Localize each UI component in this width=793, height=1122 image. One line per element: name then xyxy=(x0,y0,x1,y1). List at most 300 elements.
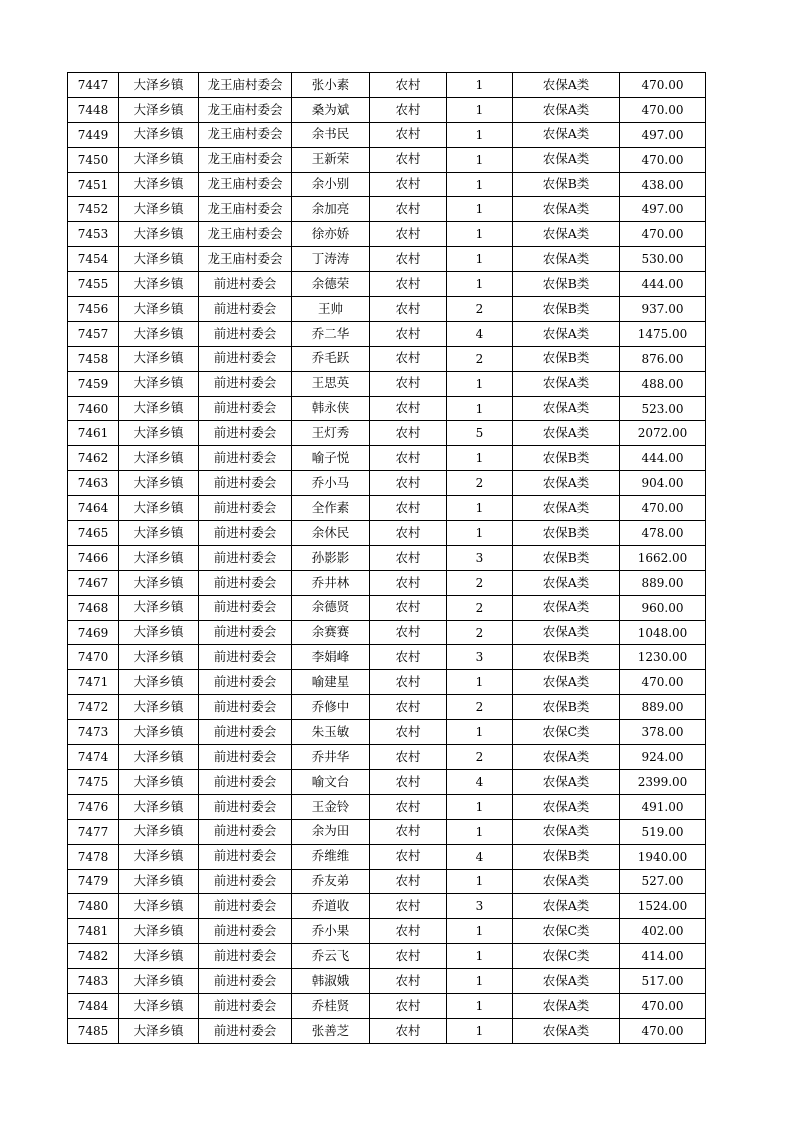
record-number-cell: 7477 xyxy=(68,819,119,844)
household-type-cell: 农村 xyxy=(370,944,447,969)
amount-cell: 1524.00 xyxy=(620,894,706,919)
household-type-cell: 农村 xyxy=(370,222,447,247)
village-committee-cell: 龙王庙村委会 xyxy=(199,97,292,122)
household-type-cell: 农村 xyxy=(370,894,447,919)
household-size-cell: 2 xyxy=(447,570,513,595)
allowance-table xyxy=(67,72,706,1044)
insurance-category-cell: 农保A类 xyxy=(513,993,620,1018)
village-committee-cell: 前进村委会 xyxy=(199,346,292,371)
township-cell: 大泽乡镇 xyxy=(119,197,199,222)
household-size-cell: 2 xyxy=(447,695,513,720)
village-committee-cell: 前进村委会 xyxy=(199,595,292,620)
household-size-cell: 1 xyxy=(447,272,513,297)
amount-cell: 1940.00 xyxy=(620,844,706,869)
township-cell: 大泽乡镇 xyxy=(119,297,199,322)
amount-cell: 497.00 xyxy=(620,197,706,222)
insurance-category-cell: 农保B类 xyxy=(513,446,620,471)
household-type-cell: 农村 xyxy=(370,471,447,496)
household-size-cell: 1 xyxy=(447,446,513,471)
insurance-category-cell: 农保B类 xyxy=(513,172,620,197)
household-type-cell: 农村 xyxy=(370,769,447,794)
person-name-cell: 孙影影 xyxy=(292,545,370,570)
table-row xyxy=(68,471,706,496)
record-number-cell: 7473 xyxy=(68,720,119,745)
township-cell: 大泽乡镇 xyxy=(119,869,199,894)
amount-cell: 378.00 xyxy=(620,720,706,745)
amount-cell: 1662.00 xyxy=(620,545,706,570)
person-name-cell: 桑为斌 xyxy=(292,97,370,122)
insurance-category-cell: 农保A类 xyxy=(513,1018,620,1043)
village-committee-cell: 龙王庙村委会 xyxy=(199,197,292,222)
township-cell: 大泽乡镇 xyxy=(119,794,199,819)
township-cell: 大泽乡镇 xyxy=(119,321,199,346)
table-row xyxy=(68,197,706,222)
insurance-category-cell: 农保A类 xyxy=(513,969,620,994)
household-size-cell: 1 xyxy=(447,222,513,247)
village-committee-cell: 前进村委会 xyxy=(199,645,292,670)
township-cell: 大泽乡镇 xyxy=(119,819,199,844)
household-type-cell: 农村 xyxy=(370,844,447,869)
village-committee-cell: 前进村委会 xyxy=(199,670,292,695)
household-type-cell: 农村 xyxy=(370,695,447,720)
village-committee-cell: 前进村委会 xyxy=(199,993,292,1018)
township-cell: 大泽乡镇 xyxy=(119,247,199,272)
amount-cell: 402.00 xyxy=(620,919,706,944)
household-type-cell: 农村 xyxy=(370,969,447,994)
household-type-cell: 农村 xyxy=(370,595,447,620)
table-row xyxy=(68,147,706,172)
household-type-cell: 农村 xyxy=(370,172,447,197)
person-name-cell: 乔友弟 xyxy=(292,869,370,894)
amount-cell: 470.00 xyxy=(620,1018,706,1043)
village-committee-cell: 龙王庙村委会 xyxy=(199,222,292,247)
village-committee-cell: 前进村委会 xyxy=(199,471,292,496)
village-committee-cell: 前进村委会 xyxy=(199,894,292,919)
insurance-category-cell: 农保A类 xyxy=(513,247,620,272)
household-size-cell: 1 xyxy=(447,919,513,944)
township-cell: 大泽乡镇 xyxy=(119,147,199,172)
table-row xyxy=(68,919,706,944)
table-row xyxy=(68,97,706,122)
person-name-cell: 王思英 xyxy=(292,371,370,396)
insurance-category-cell: 农保A类 xyxy=(513,421,620,446)
table-row xyxy=(68,670,706,695)
household-size-cell: 1 xyxy=(447,819,513,844)
village-committee-cell: 前进村委会 xyxy=(199,720,292,745)
household-size-cell: 1 xyxy=(447,496,513,521)
insurance-category-cell: 农保A类 xyxy=(513,122,620,147)
village-committee-cell: 前进村委会 xyxy=(199,819,292,844)
insurance-category-cell: 农保B类 xyxy=(513,545,620,570)
insurance-category-cell: 农保A类 xyxy=(513,197,620,222)
insurance-category-cell: 农保A类 xyxy=(513,595,620,620)
insurance-category-cell: 农保A类 xyxy=(513,97,620,122)
household-size-cell: 4 xyxy=(447,321,513,346)
person-name-cell: 乔井华 xyxy=(292,745,370,770)
household-size-cell: 1 xyxy=(447,97,513,122)
amount-cell: 470.00 xyxy=(620,147,706,172)
insurance-category-cell: 农保C类 xyxy=(513,944,620,969)
person-name-cell: 丁涛涛 xyxy=(292,247,370,272)
person-name-cell: 余为田 xyxy=(292,819,370,844)
household-size-cell: 1 xyxy=(447,521,513,546)
household-type-cell: 农村 xyxy=(370,321,447,346)
person-name-cell: 余德贤 xyxy=(292,595,370,620)
insurance-category-cell: 农保B类 xyxy=(513,844,620,869)
township-cell: 大泽乡镇 xyxy=(119,844,199,869)
person-name-cell: 王灯秀 xyxy=(292,421,370,446)
household-type-cell: 农村 xyxy=(370,794,447,819)
table-row xyxy=(68,993,706,1018)
amount-cell: 488.00 xyxy=(620,371,706,396)
village-committee-cell: 龙王庙村委会 xyxy=(199,247,292,272)
insurance-category-cell: 农保A类 xyxy=(513,620,620,645)
amount-cell: 1230.00 xyxy=(620,645,706,670)
township-cell: 大泽乡镇 xyxy=(119,371,199,396)
household-type-cell: 农村 xyxy=(370,545,447,570)
insurance-category-cell: 农保A类 xyxy=(513,794,620,819)
insurance-category-cell: 农保A类 xyxy=(513,222,620,247)
person-name-cell: 韩永侠 xyxy=(292,396,370,421)
record-number-cell: 7478 xyxy=(68,844,119,869)
record-number-cell: 7469 xyxy=(68,620,119,645)
record-number-cell: 7482 xyxy=(68,944,119,969)
amount-cell: 444.00 xyxy=(620,272,706,297)
person-name-cell: 李娟峰 xyxy=(292,645,370,670)
household-size-cell: 2 xyxy=(447,471,513,496)
record-number-cell: 7470 xyxy=(68,645,119,670)
village-committee-cell: 前进村委会 xyxy=(199,297,292,322)
record-number-cell: 7464 xyxy=(68,496,119,521)
insurance-category-cell: 农保A类 xyxy=(513,819,620,844)
township-cell: 大泽乡镇 xyxy=(119,695,199,720)
township-cell: 大泽乡镇 xyxy=(119,745,199,770)
amount-cell: 478.00 xyxy=(620,521,706,546)
table-row xyxy=(68,421,706,446)
table-row xyxy=(68,595,706,620)
township-cell: 大泽乡镇 xyxy=(119,969,199,994)
household-type-cell: 农村 xyxy=(370,346,447,371)
table-row xyxy=(68,545,706,570)
person-name-cell: 徐亦娇 xyxy=(292,222,370,247)
household-type-cell: 农村 xyxy=(370,993,447,1018)
amount-cell: 876.00 xyxy=(620,346,706,371)
household-type-cell: 农村 xyxy=(370,73,447,98)
record-number-cell: 7467 xyxy=(68,570,119,595)
township-cell: 大泽乡镇 xyxy=(119,172,199,197)
person-name-cell: 王金铃 xyxy=(292,794,370,819)
person-name-cell: 乔桂贤 xyxy=(292,993,370,1018)
household-type-cell: 农村 xyxy=(370,645,447,670)
household-size-cell: 2 xyxy=(447,745,513,770)
table-row xyxy=(68,844,706,869)
record-number-cell: 7465 xyxy=(68,521,119,546)
table-row xyxy=(68,321,706,346)
village-committee-cell: 前进村委会 xyxy=(199,944,292,969)
village-committee-cell: 前进村委会 xyxy=(199,869,292,894)
household-size-cell: 1 xyxy=(447,247,513,272)
person-name-cell: 乔毛跃 xyxy=(292,346,370,371)
township-cell: 大泽乡镇 xyxy=(119,720,199,745)
amount-cell: 519.00 xyxy=(620,819,706,844)
insurance-category-cell: 农保B类 xyxy=(513,346,620,371)
record-number-cell: 7452 xyxy=(68,197,119,222)
insurance-category-cell: 农保A类 xyxy=(513,745,620,770)
table-row xyxy=(68,122,706,147)
village-committee-cell: 前进村委会 xyxy=(199,695,292,720)
village-committee-cell: 前进村委会 xyxy=(199,745,292,770)
amount-cell: 444.00 xyxy=(620,446,706,471)
village-committee-cell: 龙王庙村委会 xyxy=(199,172,292,197)
person-name-cell: 余书民 xyxy=(292,122,370,147)
amount-cell: 497.00 xyxy=(620,122,706,147)
person-name-cell: 喻子悦 xyxy=(292,446,370,471)
amount-cell: 470.00 xyxy=(620,97,706,122)
household-size-cell: 1 xyxy=(447,122,513,147)
township-cell: 大泽乡镇 xyxy=(119,421,199,446)
record-number-cell: 7462 xyxy=(68,446,119,471)
village-committee-cell: 前进村委会 xyxy=(199,446,292,471)
household-type-cell: 农村 xyxy=(370,297,447,322)
township-cell: 大泽乡镇 xyxy=(119,645,199,670)
record-number-cell: 7466 xyxy=(68,545,119,570)
amount-cell: 889.00 xyxy=(620,570,706,595)
insurance-category-cell: 农保A类 xyxy=(513,894,620,919)
insurance-category-cell: 农保A类 xyxy=(513,769,620,794)
person-name-cell: 王新荣 xyxy=(292,147,370,172)
record-number-cell: 7479 xyxy=(68,869,119,894)
household-type-cell: 农村 xyxy=(370,869,447,894)
insurance-category-cell: 农保A类 xyxy=(513,73,620,98)
household-size-cell: 4 xyxy=(447,769,513,794)
household-type-cell: 农村 xyxy=(370,147,447,172)
household-type-cell: 农村 xyxy=(370,272,447,297)
person-name-cell: 余德荣 xyxy=(292,272,370,297)
table-row xyxy=(68,720,706,745)
household-type-cell: 农村 xyxy=(370,446,447,471)
household-size-cell: 1 xyxy=(447,944,513,969)
person-name-cell: 喻建星 xyxy=(292,670,370,695)
table-row xyxy=(68,1018,706,1043)
village-committee-cell: 前进村委会 xyxy=(199,321,292,346)
person-name-cell: 乔云飞 xyxy=(292,944,370,969)
amount-cell: 527.00 xyxy=(620,869,706,894)
record-number-cell: 7456 xyxy=(68,297,119,322)
household-size-cell: 2 xyxy=(447,346,513,371)
household-type-cell: 农村 xyxy=(370,197,447,222)
village-committee-cell: 前进村委会 xyxy=(199,844,292,869)
insurance-category-cell: 农保A类 xyxy=(513,471,620,496)
township-cell: 大泽乡镇 xyxy=(119,346,199,371)
household-size-cell: 5 xyxy=(447,421,513,446)
record-number-cell: 7458 xyxy=(68,346,119,371)
household-type-cell: 农村 xyxy=(370,521,447,546)
township-cell: 大泽乡镇 xyxy=(119,769,199,794)
amount-cell: 523.00 xyxy=(620,396,706,421)
insurance-category-cell: 农保A类 xyxy=(513,371,620,396)
table-row xyxy=(68,172,706,197)
township-cell: 大泽乡镇 xyxy=(119,446,199,471)
record-number-cell: 7448 xyxy=(68,97,119,122)
insurance-category-cell: 农保A类 xyxy=(513,396,620,421)
household-size-cell: 1 xyxy=(447,172,513,197)
household-type-cell: 农村 xyxy=(370,396,447,421)
table-row xyxy=(68,446,706,471)
household-size-cell: 1 xyxy=(447,396,513,421)
household-size-cell: 1 xyxy=(447,371,513,396)
amount-cell: 2399.00 xyxy=(620,769,706,794)
record-number-cell: 7457 xyxy=(68,321,119,346)
township-cell: 大泽乡镇 xyxy=(119,122,199,147)
person-name-cell: 余赛赛 xyxy=(292,620,370,645)
record-number-cell: 7451 xyxy=(68,172,119,197)
record-number-cell: 7485 xyxy=(68,1018,119,1043)
amount-cell: 470.00 xyxy=(620,993,706,1018)
table-row xyxy=(68,869,706,894)
township-cell: 大泽乡镇 xyxy=(119,73,199,98)
record-number-cell: 7468 xyxy=(68,595,119,620)
table-row xyxy=(68,794,706,819)
amount-cell: 1048.00 xyxy=(620,620,706,645)
amount-cell: 530.00 xyxy=(620,247,706,272)
amount-cell: 904.00 xyxy=(620,471,706,496)
amount-cell: 924.00 xyxy=(620,745,706,770)
household-size-cell: 4 xyxy=(447,844,513,869)
record-number-cell: 7472 xyxy=(68,695,119,720)
record-number-cell: 7463 xyxy=(68,471,119,496)
record-number-cell: 7454 xyxy=(68,247,119,272)
township-cell: 大泽乡镇 xyxy=(119,919,199,944)
village-committee-cell: 前进村委会 xyxy=(199,620,292,645)
household-type-cell: 农村 xyxy=(370,421,447,446)
amount-cell: 470.00 xyxy=(620,670,706,695)
person-name-cell: 乔井林 xyxy=(292,570,370,595)
township-cell: 大泽乡镇 xyxy=(119,894,199,919)
amount-cell: 517.00 xyxy=(620,969,706,994)
household-size-cell: 1 xyxy=(447,969,513,994)
record-number-cell: 7447 xyxy=(68,73,119,98)
table-row xyxy=(68,371,706,396)
record-number-cell: 7476 xyxy=(68,794,119,819)
person-name-cell: 余小别 xyxy=(292,172,370,197)
village-committee-cell: 前进村委会 xyxy=(199,371,292,396)
person-name-cell: 余加亮 xyxy=(292,197,370,222)
table-row xyxy=(68,695,706,720)
township-cell: 大泽乡镇 xyxy=(119,222,199,247)
village-committee-cell: 龙王庙村委会 xyxy=(199,147,292,172)
township-cell: 大泽乡镇 xyxy=(119,620,199,645)
person-name-cell: 乔维维 xyxy=(292,844,370,869)
person-name-cell: 乔小果 xyxy=(292,919,370,944)
insurance-category-cell: 农保B类 xyxy=(513,521,620,546)
table-row xyxy=(68,745,706,770)
record-number-cell: 7449 xyxy=(68,122,119,147)
township-cell: 大泽乡镇 xyxy=(119,1018,199,1043)
table-row xyxy=(68,819,706,844)
record-number-cell: 7471 xyxy=(68,670,119,695)
household-size-cell: 3 xyxy=(447,645,513,670)
township-cell: 大泽乡镇 xyxy=(119,471,199,496)
record-number-cell: 7481 xyxy=(68,919,119,944)
person-name-cell: 朱玉敏 xyxy=(292,720,370,745)
person-name-cell: 韩淑娥 xyxy=(292,969,370,994)
insurance-category-cell: 农保A类 xyxy=(513,147,620,172)
village-committee-cell: 前进村委会 xyxy=(199,496,292,521)
person-name-cell: 张小素 xyxy=(292,73,370,98)
village-committee-cell: 前进村委会 xyxy=(199,545,292,570)
township-cell: 大泽乡镇 xyxy=(119,545,199,570)
person-name-cell: 全作素 xyxy=(292,496,370,521)
person-name-cell: 乔小马 xyxy=(292,471,370,496)
amount-cell: 470.00 xyxy=(620,222,706,247)
insurance-category-cell: 农保B类 xyxy=(513,297,620,322)
household-size-cell: 1 xyxy=(447,197,513,222)
person-name-cell: 张善芝 xyxy=(292,1018,370,1043)
record-number-cell: 7480 xyxy=(68,894,119,919)
household-type-cell: 农村 xyxy=(370,247,447,272)
table-row xyxy=(68,272,706,297)
household-type-cell: 农村 xyxy=(370,97,447,122)
township-cell: 大泽乡镇 xyxy=(119,570,199,595)
village-committee-cell: 前进村委会 xyxy=(199,969,292,994)
household-size-cell: 2 xyxy=(447,595,513,620)
township-cell: 大泽乡镇 xyxy=(119,272,199,297)
household-type-cell: 农村 xyxy=(370,819,447,844)
table-row xyxy=(68,222,706,247)
township-cell: 大泽乡镇 xyxy=(119,97,199,122)
table-row xyxy=(68,944,706,969)
amount-cell: 2072.00 xyxy=(620,421,706,446)
village-committee-cell: 龙王庙村委会 xyxy=(199,73,292,98)
record-number-cell: 7461 xyxy=(68,421,119,446)
amount-cell: 491.00 xyxy=(620,794,706,819)
household-type-cell: 农村 xyxy=(370,745,447,770)
household-size-cell: 1 xyxy=(447,794,513,819)
table-row xyxy=(68,247,706,272)
township-cell: 大泽乡镇 xyxy=(119,521,199,546)
insurance-category-cell: 农保B类 xyxy=(513,645,620,670)
household-type-cell: 农村 xyxy=(370,620,447,645)
household-size-cell: 1 xyxy=(447,869,513,894)
household-type-cell: 农村 xyxy=(370,371,447,396)
insurance-category-cell: 农保B类 xyxy=(513,695,620,720)
household-type-cell: 农村 xyxy=(370,570,447,595)
insurance-category-cell: 农保A类 xyxy=(513,869,620,894)
household-type-cell: 农村 xyxy=(370,720,447,745)
household-size-cell: 1 xyxy=(447,993,513,1018)
amount-cell: 470.00 xyxy=(620,496,706,521)
table-row xyxy=(68,620,706,645)
amount-cell: 470.00 xyxy=(620,73,706,98)
amount-cell: 414.00 xyxy=(620,944,706,969)
record-number-cell: 7474 xyxy=(68,745,119,770)
record-number-cell: 7459 xyxy=(68,371,119,396)
township-cell: 大泽乡镇 xyxy=(119,396,199,421)
table-row xyxy=(68,346,706,371)
insurance-category-cell: 农保C类 xyxy=(513,720,620,745)
household-type-cell: 农村 xyxy=(370,919,447,944)
household-size-cell: 2 xyxy=(447,297,513,322)
household-type-cell: 农村 xyxy=(370,1018,447,1043)
table-row xyxy=(68,521,706,546)
person-name-cell: 余休民 xyxy=(292,521,370,546)
table-row xyxy=(68,396,706,421)
household-size-cell: 1 xyxy=(447,147,513,172)
amount-cell: 438.00 xyxy=(620,172,706,197)
village-committee-cell: 前进村委会 xyxy=(199,570,292,595)
amount-cell: 889.00 xyxy=(620,695,706,720)
village-committee-cell: 前进村委会 xyxy=(199,1018,292,1043)
